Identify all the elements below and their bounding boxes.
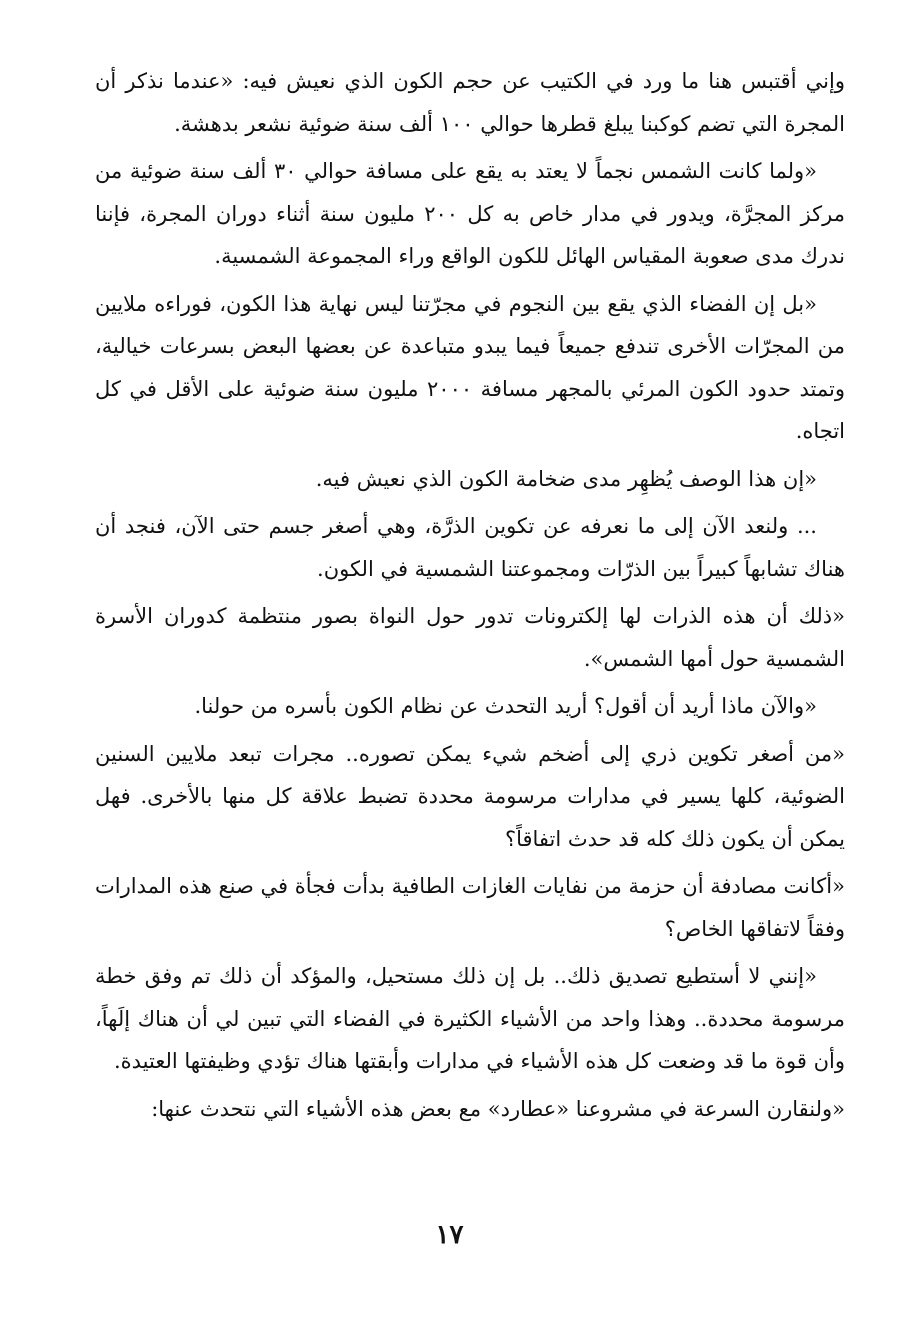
paragraph: وإني أقتبس هنا ما ورد في الكتيب عن حجم الكون الذي نعيش فيه: «عندما نذكر أن المجرة التي تضم كوكبنا يبلغ قطرها حوالي ١٠٠ ألف سنة ضوئية نشعر بدهشة. xyxy=(95,69,845,136)
paragraph: «من أصغر تكوين ذري إلى أضخم شيء يمكن تصوره.. مجرات تبعد ملايين السنين الضوئية، كلها يسير في مدارات مرسومة محددة تضبط علاقة كل منها بالأخرى. فهل يمكن أن يكون ذلك كله قد حدث اتفاقاً؟ xyxy=(95,741,845,851)
paragraph: «أكانت مصادفة أن حزمة من نفايات الغازات الطافية بدأت فجأة في صنع هذه المدارات وفقاً لاتفاقها الخاص؟ xyxy=(95,874,845,941)
paragraph: «ولنقارن السرعة في مشروعنا «عطارد» مع بعض هذه الأشياء التي نتحدث عنها: xyxy=(151,1096,845,1121)
page-number: ١٧ xyxy=(435,1220,464,1250)
paragraph: «إن هذا الوصف يُظهِر مدى ضخامة الكون الذي نعيش فيه. xyxy=(315,466,817,491)
paragraph: ... ولنعد الآن إلى ما نعرفه عن تكوين الذرَّة، وهي أصغر جسم حتى الآن، فنجد أن هناك تشابهاً كبيراً بين الذرّات ومجموعتنا الشمسية في الكون. xyxy=(95,514,845,581)
paragraph: «بل إن الفضاء الذي يقع بين النجوم في مجرّتنا ليس نهاية هذا الكون، فوراءه ملايين من المجرّات الأخرى تندفع جميعاً فيما يبدو متباعدة عن بعضها البعض بسرعات خيالية، وتمتد حدود الكون المرئي بالمجهر مسافة ٢٠٠٠ مليون سنة ضوئية على الأقل في كل اتجاه. xyxy=(95,291,845,443)
paragraph: «والآن ماذا أريد أن أقول؟ أريد التحدث عن نظام الكون بأسره من حولنا. xyxy=(194,694,817,718)
body-text xyxy=(95,60,845,1135)
paragraph: «إنني لا أستطيع تصديق ذلك.. بل إن ذلك مستحيل، والمؤكد أن ذلك تم وفق خطة مرسومة محددة.. وهذا واحد من الأشياء الكثيرة في الفضاء التي تبين لي أن هناك إلَهاً، وأن قوة ما قد وضعت كل هذه الأشياء في مدارات وأبقتها هناك تؤدي وظيفتها العتيدة. xyxy=(95,964,845,1073)
paragraph: «ولما كانت الشمس نجماً لا يعتد به يقع على مسافة حوالي ٣٠ ألف سنة ضوئية من مركز المجرَّة، ويدور في مدار خاص به كل ٢٠٠ مليون سنة أثناء دوران المجرة، فإننا ندرك مدى صعوبة المقياس الهائل للكون الواقع وراء المجموعة الشمسية. xyxy=(95,159,845,268)
paragraph: «ذلك أن هذه الذرات لها إلكترونات تدور حول النواة بصور منتظمة كدوران الأسرة الشمسية حول أمها الشمس». xyxy=(95,604,845,671)
